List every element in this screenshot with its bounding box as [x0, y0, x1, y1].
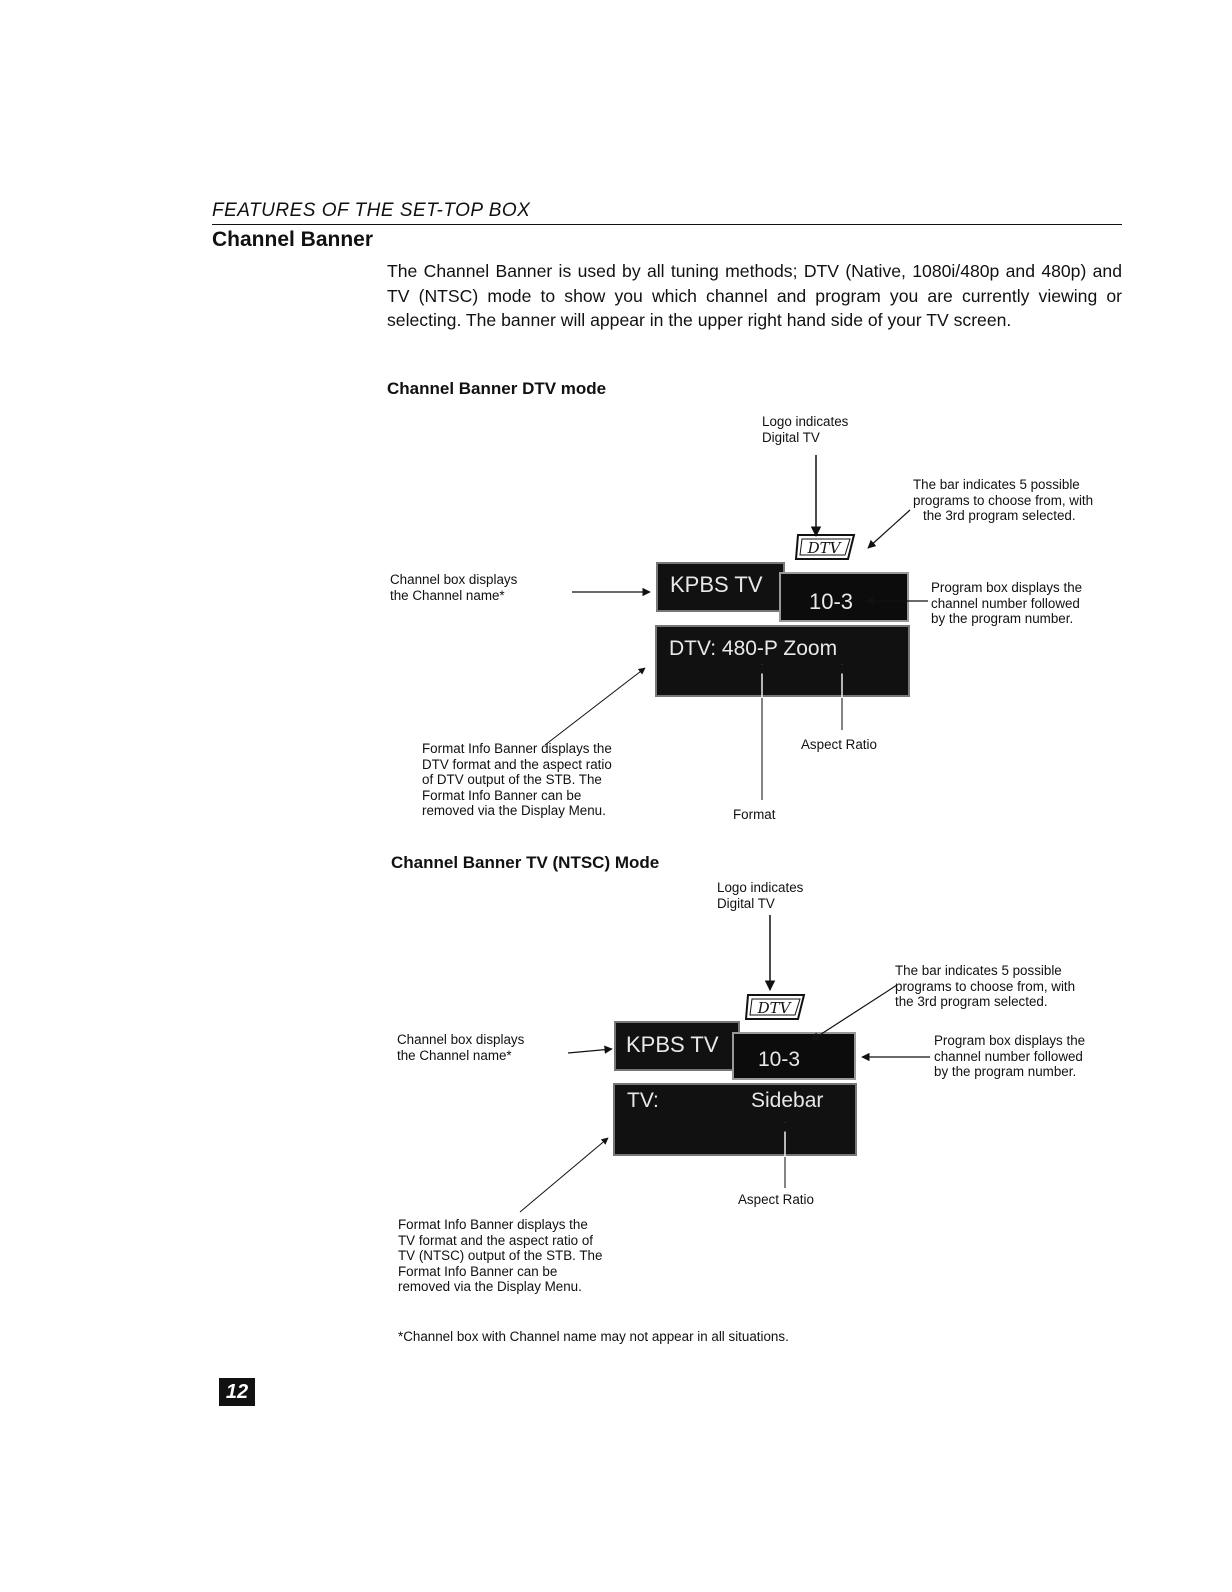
page-number: 12 [219, 1378, 255, 1406]
page-title: Channel Banner [212, 228, 374, 251]
dtv-bar-caption: The bar indicates 5 possible programs to choose from, with the 3rd program selected. [913, 477, 1094, 523]
dtv-diagram-heading: Channel Banner DTV mode [387, 379, 607, 398]
ntsc-logo-caption: Logo indicates Digital TV [717, 880, 804, 911]
svg-text:DTV: DTV [807, 539, 841, 557]
svg-text:DTV: DTV [757, 999, 791, 1017]
dtv-format-label: Format [733, 807, 776, 822]
ntsc-program-box: 10-3 [732, 1032, 856, 1080]
dtv-program-caption: Program box displays the channel number followed by the program number. [931, 580, 1083, 626]
ntsc-format-info-arrow [520, 1138, 608, 1212]
section-title: FEATURES OF THE SET-TOP BOX [212, 200, 531, 221]
dtv-channel-box: KPBS TV [656, 562, 785, 612]
intro-paragraph: The Channel Banner is used by all tuning methods; DTV (Native, 1080i/480p and 480p) and TV (NTSC) mode to show you which channel and program you are currently viewing or selecting. The banner will appear in the upper right hand side of your TV screen. [387, 261, 1122, 330]
ntsc-bar-caption: The bar indicates 5 possible programs to choose from, with the 3rd program selected. [895, 963, 1076, 1009]
ntsc-channel-arrow [568, 1049, 612, 1053]
dtv-aspect-ratio-label: Aspect Ratio [801, 737, 877, 752]
ntsc-format-info-banner: TV: Sidebar [613, 1083, 857, 1156]
dtv-format-info-arrow [545, 668, 645, 745]
ntsc-diagram-heading: Channel Banner TV (NTSC) Mode [391, 853, 660, 872]
ntsc-aspect-ratio-label: Aspect Ratio [738, 1192, 814, 1207]
dtv-format-info-caption: Format Info Banner displays the DTV format and the aspect ratio of DTV output of the STB. The Format Info Banner can be removed via the Display Menu. [422, 741, 612, 818]
dtv-format-info-banner: DTV: 480-P Zoom [655, 625, 910, 697]
ntsc-channel-caption: Channel box displays the Channel name* [397, 1032, 525, 1063]
dtv-bar-arrow [868, 510, 910, 548]
ntsc-format-info-caption: Format Info Banner displays the TV format and the aspect ratio of TV (NTSC) output of the STB. The Format Info Banner can be removed via the Display Menu. [398, 1217, 603, 1294]
dtv-channel-caption: Channel box displays the Channel name* [390, 572, 518, 603]
dtv-logo-caption: Logo indicates Digital TV [762, 414, 849, 445]
dtv-program-box: 10-3 [779, 572, 909, 622]
footnote: *Channel box with Channel name may not appear in all situations. [398, 1329, 789, 1344]
ntsc-bar-arrow [812, 985, 897, 1040]
ntsc-program-caption: Program box displays the channel number followed by the program number. [934, 1033, 1086, 1079]
ntsc-channel-box: KPBS TV [614, 1021, 740, 1071]
